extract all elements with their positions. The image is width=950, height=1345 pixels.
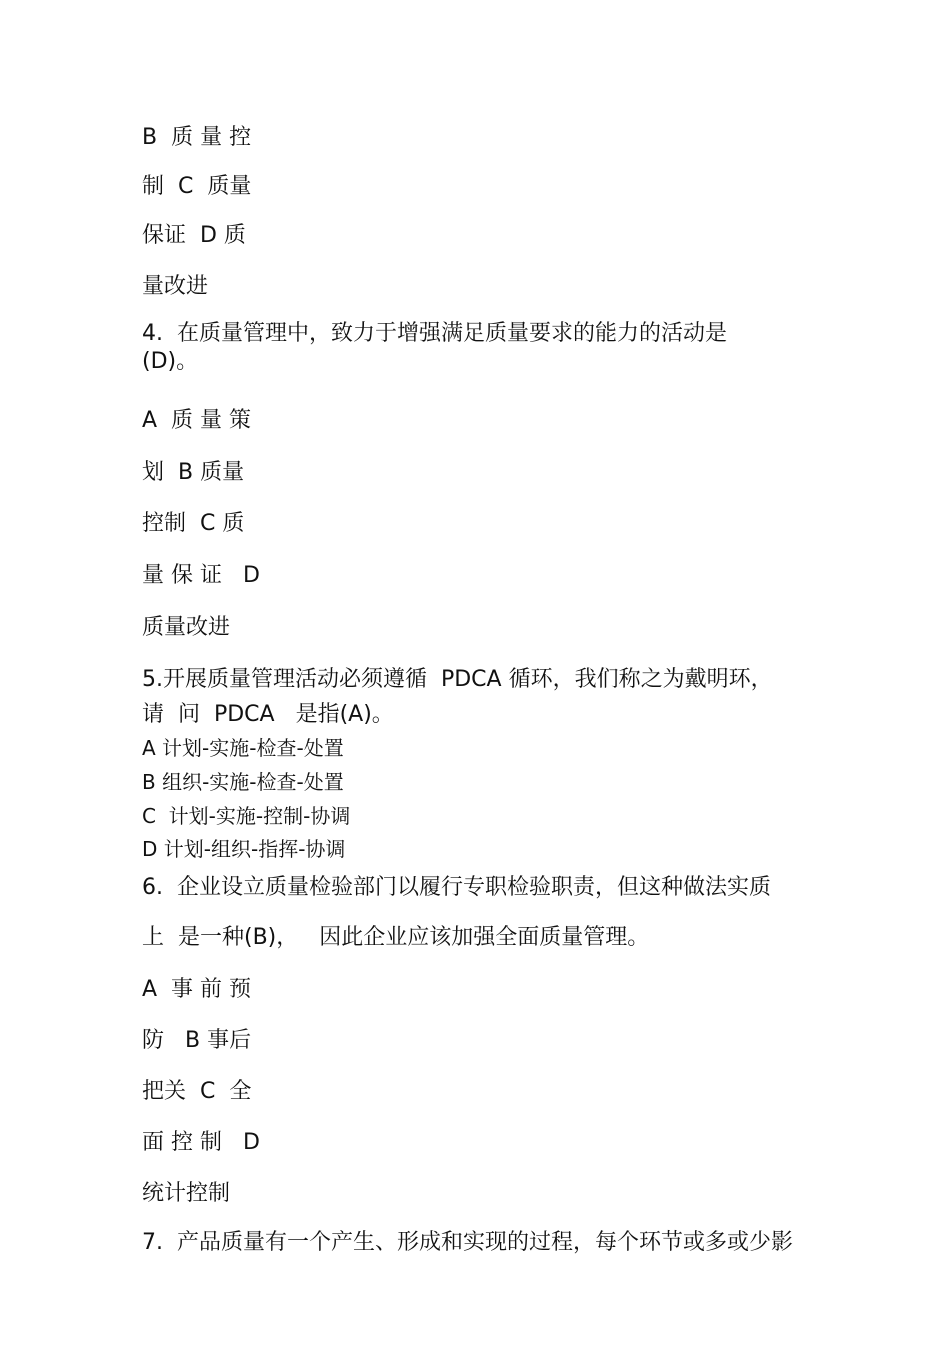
option-b: B 组织-实施-检查-处置: [142, 770, 344, 794]
text-line: B 质 量 控: [142, 125, 252, 150]
question-6-text: 6. 企业设立质量检验部门以履行专职检验职责，但这种做法实质: [142, 875, 771, 900]
text-line: 划 B 质量: [142, 460, 245, 485]
option-d: D 计划-组织-指挥-协调: [142, 837, 346, 861]
text-line: 面 控 制 D: [142, 1130, 260, 1155]
question-5-text: 5.开展质量管理活动必须遵循 PDCA 循环，我们称之为戴明环，: [142, 667, 773, 692]
text-line: 统计控制: [142, 1181, 231, 1206]
option-a: A 计划-实施-检查-处置: [142, 736, 344, 760]
text-line: 防 B 事后: [142, 1028, 252, 1053]
text-line: 控制 C 质: [142, 511, 245, 536]
question-6-text-cont: 上 是一种(B)， 因此企业应该加强全面质量管理。: [142, 925, 650, 950]
question-5-text-cont: 请 问 PDCA 是指(A)。: [142, 702, 394, 727]
option-c: C 计划-实施-控制-协调: [142, 804, 351, 828]
question-7-text: 7. 产品质量有一个产生、形成和实现的过程，每个环节或多或少影: [142, 1230, 793, 1255]
question-4-answer: (D)。: [142, 349, 199, 374]
text-line: 保证 D 质: [142, 223, 246, 248]
text-line: 量 保 证 D: [142, 563, 260, 588]
text-line: A 事 前 预: [142, 977, 252, 1002]
text-line: 量改进: [142, 274, 209, 299]
text-line: 把关 C 全: [142, 1079, 252, 1104]
text-line: 质量改进: [142, 615, 231, 640]
text-line: 制 C 质量: [142, 174, 252, 199]
text-line: A 质 量 策: [142, 408, 252, 433]
question-4-text: 4. 在质量管理中，致力于增强满足质量要求的能力的活动是: [142, 321, 727, 346]
